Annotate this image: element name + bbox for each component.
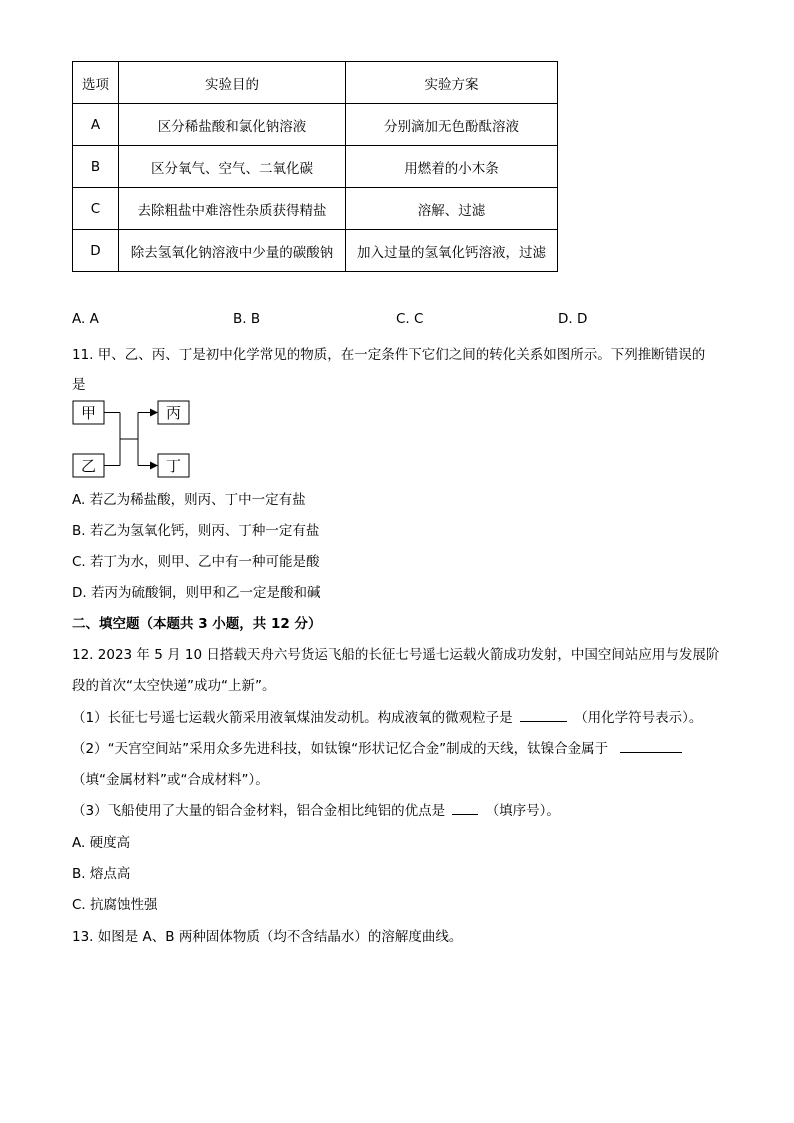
q12-sub1-answer-blank[interactable] (520, 707, 567, 722)
q12-sub1 (72, 706, 702, 726)
q12-option-c[interactable]: C. 抗腐蚀性强 (72, 897, 158, 913)
table-cell: 区分氧气、空气、二氧化碳 (119, 146, 346, 188)
q10-option-d[interactable]: D. D (558, 311, 588, 327)
q12-sub3-text-a: （3）飞船使用了大量的铝合金材料，铝合金相比纯铝的优点是 (72, 803, 446, 819)
diagram-connectors (104, 413, 157, 466)
table-row (73, 230, 558, 272)
table-cell: 除去氢氧化钠溶液中少量的碳酸钠 (119, 230, 346, 272)
table-cell: 用燃着的小木条 (346, 146, 558, 188)
table-header-row (73, 62, 558, 104)
table-cell: C (73, 188, 119, 230)
q11-option-a[interactable]: A. 若乙为稀盐酸，则丙、丁中一定有盐 (72, 492, 306, 508)
q12-sub3-answer-blank[interactable] (452, 800, 478, 815)
q11-stem-line2: 是 (72, 377, 86, 393)
table-cell: 溶解、过滤 (346, 188, 558, 230)
label-ding: 丁 (165, 457, 182, 475)
table-row (73, 104, 558, 146)
q12-sub3-text-b: （填序号）。 (485, 803, 560, 819)
table-cell: D (73, 230, 119, 272)
table-cell: 分别滴加无色酚酞溶液 (346, 104, 558, 146)
q12-sub3 (72, 799, 560, 819)
q11-stem-line1: 11. 甲、乙、丙、丁是初中化学常见的物质，在一定条件下它们之间的转化关系如图所示。下列推断错误的 (72, 347, 706, 363)
q11-option-c[interactable]: C. 若丁为水，则甲、乙中有一种可能是酸 (72, 554, 320, 570)
table-header-cell: 选项 (73, 62, 119, 104)
q12-sub2-answer-blank[interactable] (620, 738, 682, 753)
q11-option-d[interactable]: D. 若丙为硫酸铜，则甲和乙一定是酸和碱 (72, 585, 321, 601)
q12-sub1-text-b: （用化学符号表示）。 (574, 710, 703, 726)
q12-stem-line1: 12. 2023 年 5 月 10 日搭载天舟六号货运飞船的长征七号遥七运载火箭成功发射，中国空间站应用与发展阶 (72, 647, 720, 663)
table-row (73, 146, 558, 188)
label-jia: 甲 (80, 404, 97, 422)
q12-option-b[interactable]: B. 熔点高 (72, 866, 131, 882)
q10-option-a[interactable]: A. A (72, 311, 99, 327)
table-cell: 区分稀盐酸和氯化钠溶液 (119, 104, 346, 146)
table-header-cell: 实验方案 (346, 62, 558, 104)
label-yi: 乙 (80, 457, 97, 475)
q13-stem: 13. 如图是 A、B 两种固体物质（均不含结晶水）的溶解度曲线。 (72, 929, 463, 945)
table-cell: 去除粗盐中难溶性杂质获得精盐 (119, 188, 346, 230)
table-cell: B (73, 146, 119, 188)
q12-stem-line2: 段的首次“太空快递”成功“上新”。 (72, 678, 276, 694)
q11-option-b[interactable]: B. 若乙为氢氧化钙，则丙、丁种一定有盐 (72, 523, 320, 539)
q12-sub1-text-a: （1）长征七号遥七运载火箭采用液氧煤油发动机。构成液氧的微观粒子是 (72, 710, 513, 726)
table-cell: A (73, 104, 119, 146)
q12-sub2-line2: （填“金属材料”或“合成材料”）。 (72, 772, 269, 788)
q10-option-b[interactable]: B. B (233, 311, 261, 327)
conversion-diagram (72, 398, 194, 480)
table-header-cell: 实验目的 (119, 62, 346, 104)
experiment-table (72, 61, 558, 272)
section2-title: 二、填空题（本题共 3 小题，共 12 分） (72, 616, 322, 632)
q12-option-a[interactable]: A. 硬度高 (72, 835, 131, 851)
q12-sub2-text-a: （2）“天宫空间站”采用众多先进科技，如钛镍“形状记忆合金”制成的天线，钛镍合金属于 (72, 741, 609, 757)
table-cell: 加入过量的氢氧化钙溶液，过滤 (346, 230, 558, 272)
q10-option-c[interactable]: C. C (396, 311, 424, 327)
q12-sub2 (72, 737, 682, 757)
table-row (73, 188, 558, 230)
label-bing: 丙 (165, 404, 182, 422)
